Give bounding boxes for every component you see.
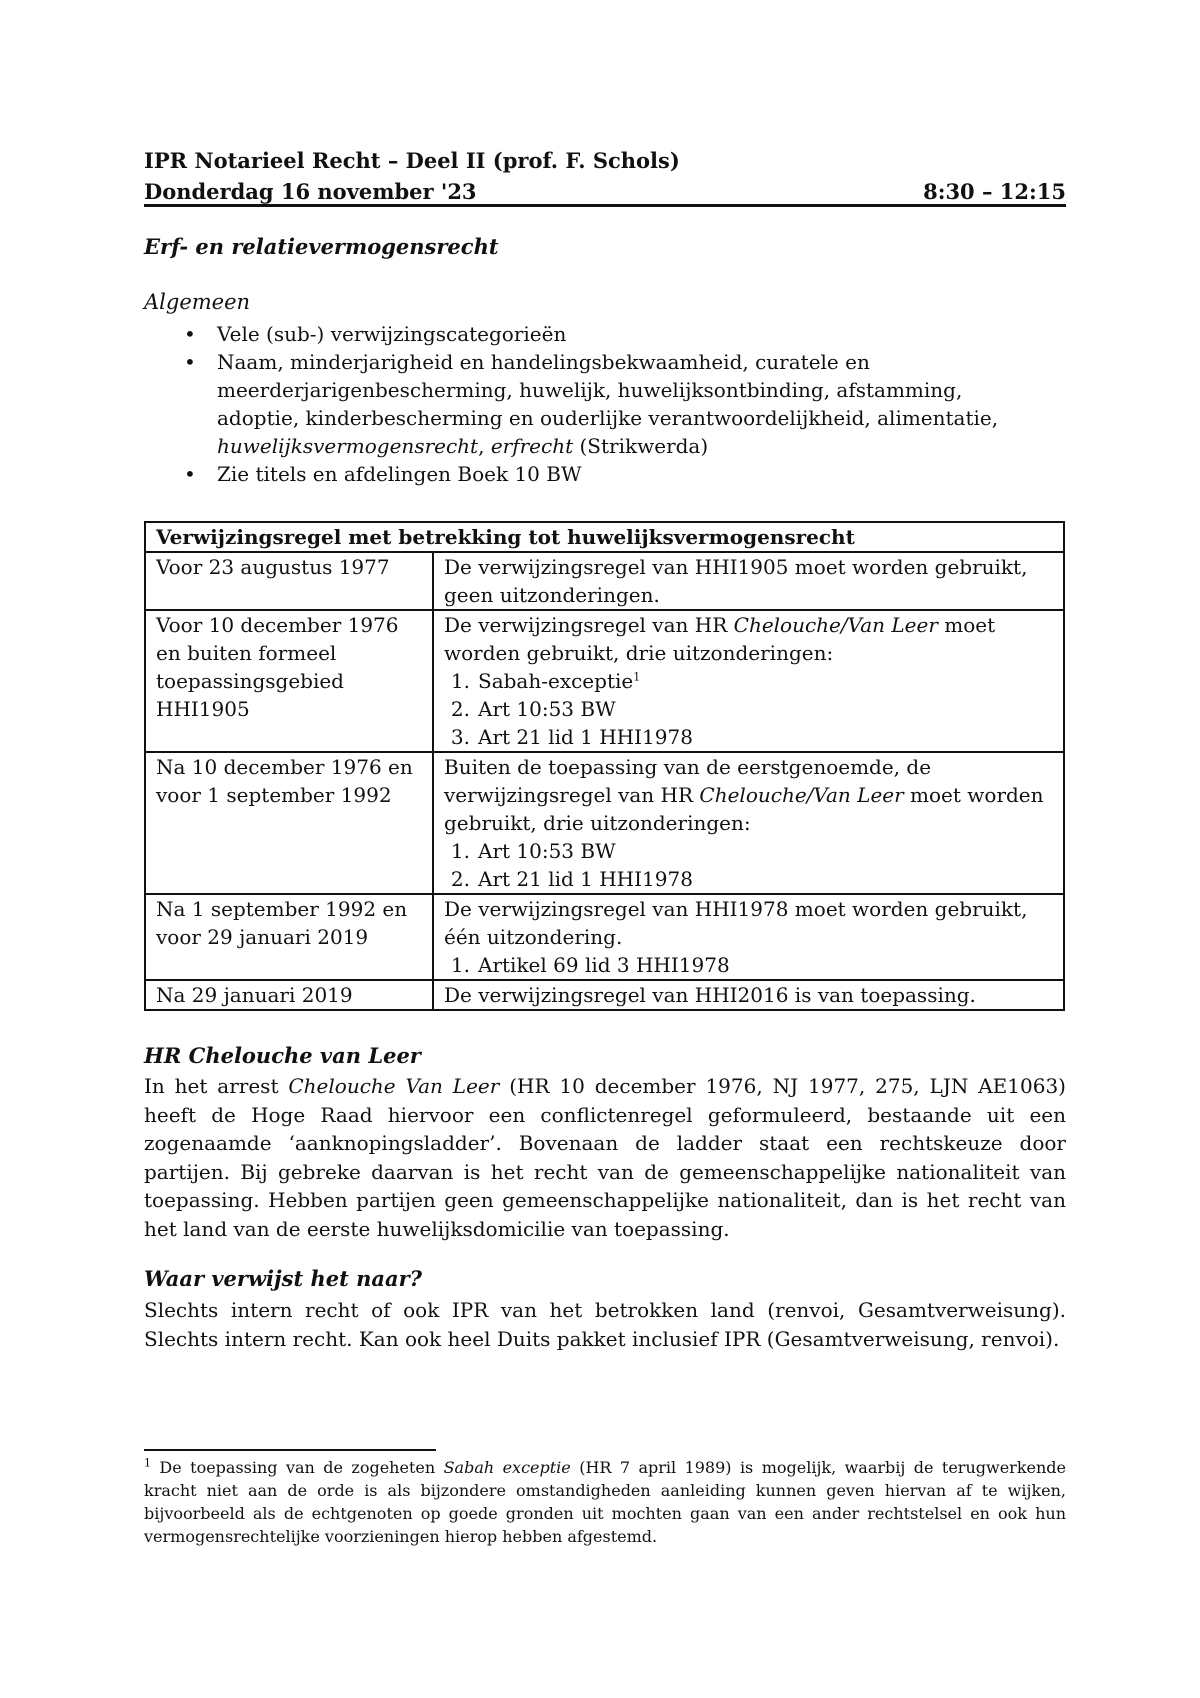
- table-row: [145, 610, 1064, 752]
- chelouche-title: HR Chelouche van Leer: [144, 1043, 421, 1068]
- header-divider: [144, 204, 1066, 207]
- footnote-divider: [144, 1449, 436, 1451]
- lecture-date: Donderdag 16 november '23: [144, 179, 477, 204]
- waar-title: Waar verwijst het naar?: [144, 1266, 422, 1291]
- header-date-line: [144, 176, 1066, 207]
- list-number: 3.: [450, 725, 470, 749]
- rule-text: Buiten de toepassing van de eerstgenoemde, de verwijzingsregel van HR: [444, 755, 932, 807]
- table-row: [145, 552, 1064, 610]
- table-row: [145, 894, 1064, 980]
- list-number: 1.: [450, 839, 470, 863]
- list-item: [144, 460, 1066, 488]
- period-cell: Na 1 september 1992 en voor 29 januari 2019: [145, 894, 433, 980]
- exceptions-list: [444, 837, 1053, 893]
- table-row: [145, 980, 1064, 1010]
- footnote-emphasis: Sabah exceptie: [443, 1458, 571, 1477]
- exceptions-list: [444, 667, 1053, 751]
- section-title: Erf- en relatievermogensrecht: [144, 234, 499, 259]
- exception-text: Art 10:53 BW: [478, 697, 616, 721]
- lecture-time: 8:30 – 12:15: [923, 179, 1066, 204]
- rule-text: moet worden gebruikt, drie uitzonderingen:: [444, 783, 1044, 835]
- case-name: Chelouche/Van Leer: [733, 613, 938, 637]
- waar-paragraph: Slechts intern recht of ook IPR van het betrokken land (renvoi, Gesamtverweisung). Slechts intern recht. Kan ook heel Duits pakket inclusief IPR (Gesamtverweisung, renvoi).: [144, 1298, 1066, 1351]
- general-bullet-list: [144, 320, 1066, 488]
- exception-text: Art 21 lid 1 HHI1978: [478, 867, 693, 891]
- list-item: [444, 865, 1053, 893]
- exception-text: Artikel 69 lid 3 HHI1978: [478, 953, 730, 977]
- header-title-line: [144, 145, 1066, 176]
- list-item: [444, 951, 1053, 979]
- list-number: 1.: [450, 953, 470, 977]
- table-row: [145, 752, 1064, 894]
- chelouche-paragraph: [144, 1072, 1066, 1243]
- conflict-rules-table: [144, 521, 1065, 1011]
- period-cell: Na 10 december 1976 en voor 1 september 1992: [145, 752, 433, 894]
- rule-text: moet worden gebruikt, drie uitzonderingen:: [444, 613, 996, 665]
- paragraph-text: (HR 10 december 1976, NJ 1977, 275, LJN AE1063) heeft de Hoge Raad hiervoor een conflictenregel geformuleerd, bestaande uit een zogenaamde ‘aanknopingsladder’. Bovenaan de ladder staat een rechtskeuze door partijen. Bij gebreke daarvan is het recht van de gemeenschappelijke nationaliteit van toepassing. Hebben partijen geen gemeenschappelijke nationaliteit, dan is het recht van het land van de eerste huwelijksdomicilie van toepassing.: [144, 1074, 1066, 1241]
- rule-text: De verwijzingsregel van HHI1978 moet worden gebruikt, één uitzondering.: [444, 897, 1028, 949]
- list-item: [144, 348, 1066, 460]
- course-title: IPR Notarieel Recht – Deel II (prof. F. Schols): [144, 148, 680, 173]
- list-item: [444, 723, 1053, 751]
- table-header: Verwijzingsregel met betrekking tot huwelijksvermogensrecht: [145, 522, 1064, 552]
- bullet-text-line: adoptie, kinderbescherming en ouderlijke verantwoordelijkheid, alimentatie,: [217, 406, 999, 430]
- bullet-icon: •: [184, 462, 196, 486]
- footnote-number: 1: [144, 1456, 151, 1470]
- footnote: [144, 1456, 1066, 1548]
- bullet-icon: •: [184, 350, 196, 374]
- list-number: 1.: [450, 669, 470, 693]
- exceptions-list: [444, 951, 1053, 979]
- list-number: 2.: [450, 867, 470, 891]
- bullet-emphasis: huwelijksvermogensrecht: [217, 434, 479, 458]
- rule-cell: De verwijzingsregel van HHI1905 moet worden gebruikt, geen uitzonderingen.: [433, 552, 1064, 610]
- bullet-separator: ,: [478, 434, 491, 458]
- exception-text: Art 21 lid 1 HHI1978: [478, 725, 693, 749]
- exception-text: Sabah-exceptie: [478, 669, 634, 693]
- rule-cell: [433, 894, 1064, 980]
- exception-text: Art 10:53 BW: [478, 839, 616, 863]
- list-number: 2.: [450, 697, 470, 721]
- bullet-icon: •: [184, 322, 196, 346]
- bullet-text: Vele (sub-) verwijzingscategorieën: [217, 322, 567, 346]
- table-header-row: [145, 522, 1064, 552]
- period-cell: Voor 23 augustus 1977: [145, 552, 433, 610]
- list-item: [444, 667, 1053, 695]
- list-item: [444, 695, 1053, 723]
- list-item: [444, 837, 1053, 865]
- bullet-text: Zie titels en afdelingen Boek 10 BW: [217, 462, 582, 486]
- paragraph-text: In het arrest: [144, 1074, 289, 1098]
- bullet-text: (Strikwerda): [573, 434, 709, 458]
- list-item: [144, 320, 1066, 348]
- bullet-emphasis: erfrecht: [490, 434, 574, 458]
- case-name: Chelouche/Van Leer: [699, 783, 904, 807]
- rule-cell: De verwijzingsregel van HHI2016 is van toepassing.: [433, 980, 1064, 1010]
- case-name: Chelouche Van Leer: [288, 1074, 500, 1098]
- bullet-text-line: Naam, minderjarigheid en handelingsbekwaamheid, curatele en: [217, 350, 870, 374]
- period-cell: Voor 10 december 1976 en buiten formeel toepassingsgebied HHI1905: [145, 610, 433, 752]
- footnote-text: (HR 7 april 1989) is mogelijk, waarbij de terugwerkende kracht niet aan de orde is als bijzondere omstandigheden aanleiding kunnen geven hiervan af te wijken, bijvoorbeeld als de echtgenoten op goede gronden uit mochten gaan van een ander rechtstelsel en ook hun vermogensrechtelijke voorzieningen hierop hebben afgestemd.: [144, 1458, 1066, 1546]
- subsection-title-algemeen: Algemeen: [144, 290, 251, 314]
- bullet-text-line: meerderjarigenbescherming, huwelijk, huwelijksontbinding, afstamming,: [217, 378, 963, 402]
- document-header: [144, 145, 1066, 207]
- period-cell: Na 29 januari 2019: [145, 980, 433, 1010]
- footnote-text: De toepassing van de zogeheten: [151, 1458, 444, 1477]
- rule-cell: [433, 610, 1064, 752]
- rule-text: De verwijzingsregel van HR: [444, 613, 734, 637]
- rule-cell: [433, 752, 1064, 894]
- footnote-reference[interactable]: 1: [633, 670, 641, 684]
